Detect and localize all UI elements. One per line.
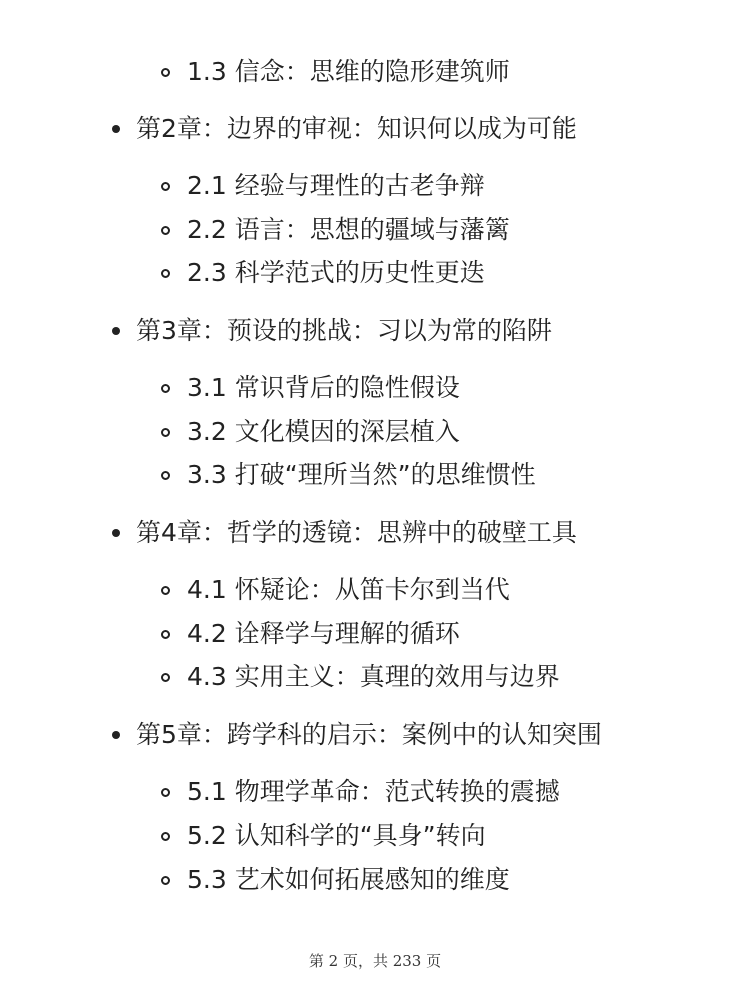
toc-section-item [161, 258, 485, 288]
toc-chapter-label: 第2章：边界的审视：知识何以成为可能 [136, 114, 577, 143]
hollow-circle-bullet-icon [161, 630, 170, 639]
hollow-circle-bullet-icon [161, 269, 170, 278]
toc-section-label: 5.1 物理学革命：范式转换的震撼 [187, 777, 560, 806]
filled-dot-bullet-icon [112, 529, 120, 537]
toc-section-item [161, 373, 460, 403]
toc-section-label: 5.2 认知科学的“具身”转向 [187, 821, 486, 850]
toc-section-label: 2.2 语言：思想的疆域与藩篱 [187, 215, 510, 244]
toc-section-label: 3.2 文化模因的深层植入 [187, 417, 460, 446]
toc-section-item [161, 171, 485, 201]
toc-section-label: 1.3 信念：思维的隐形建筑师 [187, 57, 510, 86]
hollow-circle-bullet-icon [161, 673, 170, 682]
toc-chapter-item [112, 316, 552, 346]
toc-section-item [161, 619, 460, 649]
hollow-circle-bullet-icon [161, 226, 170, 235]
toc-section-item [161, 57, 510, 87]
hollow-circle-bullet-icon [161, 182, 170, 191]
toc-section-label: 4.3 实用主义：真理的效用与边界 [187, 662, 560, 691]
toc-chapter-item [112, 518, 577, 548]
toc-section-item [161, 417, 460, 447]
toc-section-item [161, 215, 510, 245]
toc-chapter-label: 第4章：哲学的透镜：思辨中的破壁工具 [136, 518, 577, 547]
toc-section-label: 2.1 经验与理性的古老争辩 [187, 171, 485, 200]
toc-section-item [161, 777, 560, 807]
toc-section-label: 5.3 艺术如何拓展感知的维度 [187, 865, 510, 894]
hollow-circle-bullet-icon [161, 471, 170, 480]
toc-section-label: 4.2 诠释学与理解的循环 [187, 619, 460, 648]
toc-section-item [161, 865, 510, 895]
toc-section-item [161, 575, 510, 605]
page-number-footer: 第 2 页，共 233 页 [308, 952, 442, 970]
hollow-circle-bullet-icon [161, 428, 170, 437]
hollow-circle-bullet-icon [161, 384, 170, 393]
toc-chapter-item [112, 720, 602, 750]
toc-section-item [161, 821, 486, 851]
hollow-circle-bullet-icon [161, 832, 170, 841]
toc-section-label: 3.3 打破“理所当然”的思维惯性 [187, 460, 536, 489]
toc-section-item [161, 460, 536, 490]
hollow-circle-bullet-icon [161, 876, 170, 885]
toc-chapter-label: 第3章：预设的挑战：习以为常的陷阱 [136, 316, 552, 345]
toc-chapter-item [112, 114, 577, 144]
hollow-circle-bullet-icon [161, 586, 170, 595]
toc-section-label: 4.1 怀疑论：从笛卡尔到当代 [187, 575, 510, 604]
hollow-circle-bullet-icon [161, 788, 170, 797]
toc-section-label: 2.3 科学范式的历史性更迭 [187, 258, 485, 287]
filled-dot-bullet-icon [112, 327, 120, 335]
toc-section-label: 3.1 常识背后的隐性假设 [187, 373, 460, 402]
toc-chapter-label: 第5章：跨学科的启示：案例中的认知突围 [136, 720, 602, 749]
filled-dot-bullet-icon [112, 125, 120, 133]
filled-dot-bullet-icon [112, 731, 120, 739]
hollow-circle-bullet-icon [161, 68, 170, 77]
toc-section-item [161, 662, 560, 692]
